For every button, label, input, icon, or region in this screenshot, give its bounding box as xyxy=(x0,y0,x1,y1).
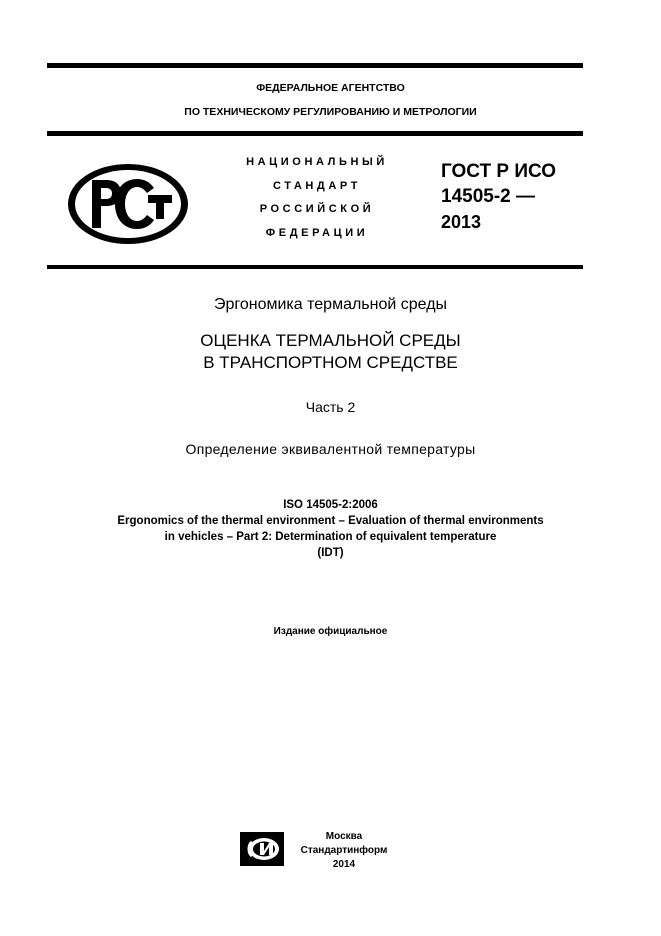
top-rule xyxy=(47,63,583,68)
subtitle-line-1: ОЦЕНКА ТЕРМАЛЬНОЙ СРЕДЫ xyxy=(200,331,461,350)
header-rule xyxy=(47,131,583,136)
publisher-year: 2014 xyxy=(332,859,356,870)
standard-type-line-3: РОССИЙСКОЙ xyxy=(259,203,375,215)
main-title: Эргономика термальной среды xyxy=(213,296,448,313)
standard-type-line-4: ФЕДЕРАЦИИ xyxy=(265,227,369,239)
edition-label: Издание официальное xyxy=(273,626,388,637)
rst-mark-icon xyxy=(66,162,190,246)
part-title: Определение эквивалентной температуры xyxy=(185,441,476,457)
designation-line-3: 2013 xyxy=(441,212,482,232)
designation-line-1: ГОСТ Р ИСО xyxy=(441,161,557,182)
agency-line-2: ПО ТЕХНИЧЕСКОМУ РЕГУЛИРОВАНИЮ И МЕТРОЛОГИИ xyxy=(184,106,477,118)
subtitle-line-2: В ТРАНСПОРТНОМ СРЕДСТВЕ xyxy=(203,353,458,372)
agency-line-1: ФЕДЕРАЛЬНОЕ АГЕНТСТВО xyxy=(256,82,405,94)
standartinform-logo-icon xyxy=(240,832,284,866)
designation-line-2: 14505-2 — xyxy=(441,186,536,207)
standard-type-line-1: НАЦИОНАЛЬНЫЙ xyxy=(246,156,388,168)
iso-number: ISO 14505-2:2006 xyxy=(283,499,378,511)
publisher-city: Москва xyxy=(325,831,363,842)
standard-type-line-2: СТАНДАРТ xyxy=(272,180,362,192)
iso-title-line-1: Ergonomics of the thermal environment – Evaluation of thermal environments xyxy=(117,515,544,527)
middle-rule xyxy=(47,265,583,269)
iso-title-line-3: (IDT) xyxy=(317,547,344,559)
part-label: Часть 2 xyxy=(305,399,356,415)
publisher-name: Стандартинформ xyxy=(300,845,388,856)
iso-title-line-2: in vehicles – Part 2: Determination of equivalent temperature xyxy=(164,531,497,543)
